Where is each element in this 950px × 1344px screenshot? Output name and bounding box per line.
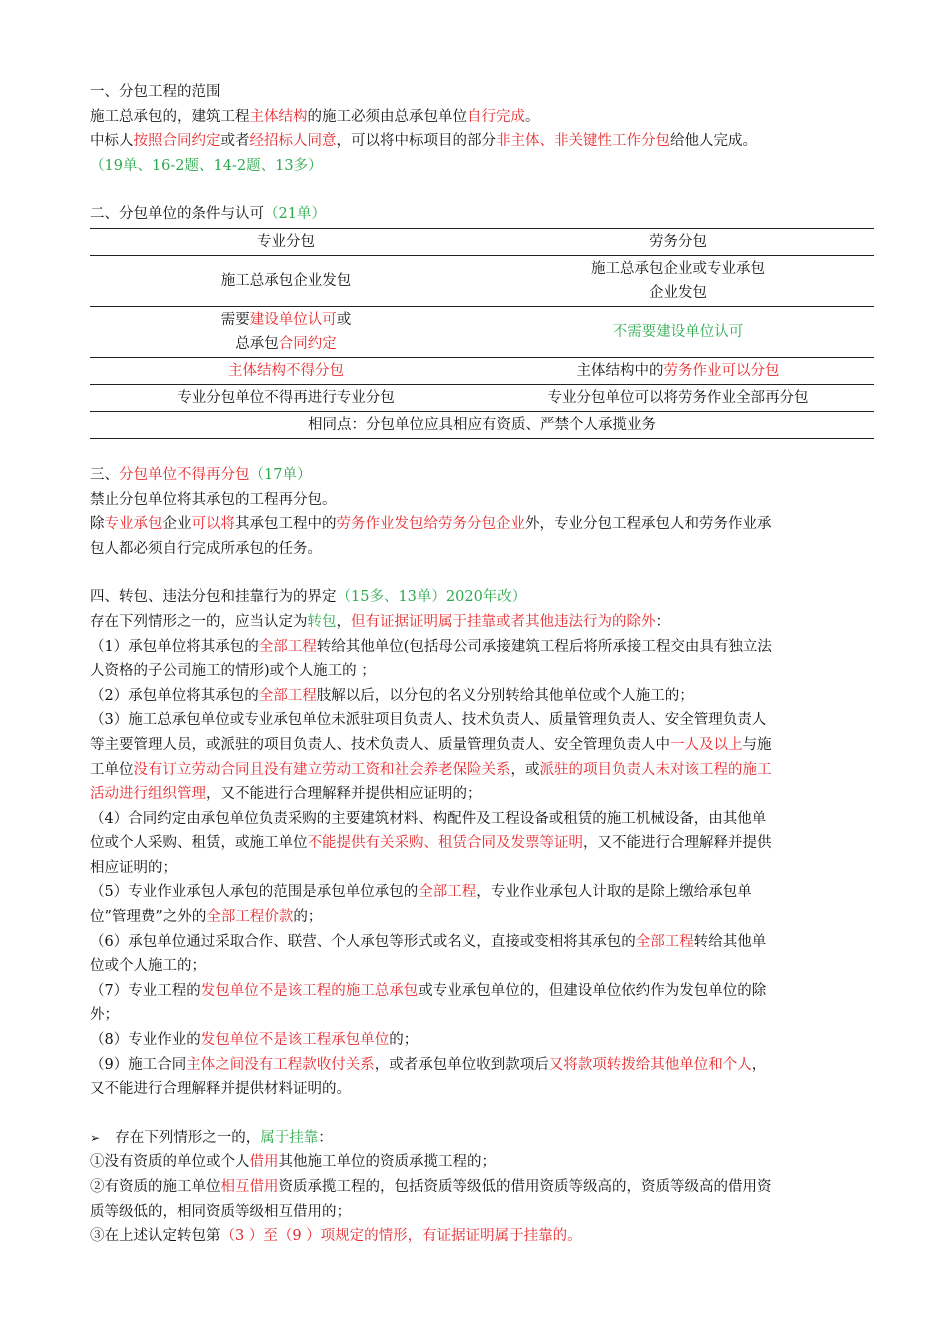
- section-1-line-2: 中标人按照合同约定或者经招标人同意，可以将中标项目的部分非主体、非关键性工作分包给他人完成。: [90, 133, 757, 150]
- arrow-bullet-icon: ➢: [90, 1130, 101, 1145]
- table-cell: 主体结构中的劳务作业可以分包: [482, 357, 874, 384]
- table-cell: 施工总承包企业或专业承包 企业发包: [482, 255, 874, 306]
- list-item: （1）承包单位将其承包的全部工程转给其他单位(包括母公司承接建筑工程后将所承接工程交由具有独立法: [90, 638, 772, 655]
- table-cell: 需要建设单位认可或 总承包合同约定: [90, 306, 482, 357]
- list-item: 质等级低的，相同资质等级相互借用的；: [90, 1203, 351, 1220]
- table-cell: 专业分包单位可以将劳务作业全部再分包: [482, 384, 874, 411]
- list-item: 工单位没有订立劳动合同且没有建立劳动工资和社会养老保险关系，或派驻的项目负责人未对该工程的施工: [90, 761, 772, 778]
- table-cell: 不需要建设单位认可: [482, 306, 874, 357]
- section-3-title: 三、分包单位不得再分包（17单）: [90, 466, 312, 483]
- table-row: [90, 357, 874, 384]
- table-header-labor: 劳务分包: [482, 228, 874, 255]
- section-3-line-2: 除专业承包企业可以将其承包工程中的劳务作业发包给劳务分包企业外，专业分包工程承包人和劳务作业承: [90, 516, 772, 533]
- section-4-title: 四、转包、违法分包和挂靠行为的界定（15多、13单）2020年改）: [90, 589, 527, 606]
- table-cell: 施工总承包企业发包: [90, 255, 482, 306]
- section-3-line-3: 包人都必须自行完成所承包的任务。: [90, 540, 322, 557]
- table-row: [90, 384, 874, 411]
- list-item: 位或个人施工的；: [90, 958, 206, 975]
- list-item: ②有资质的施工单位相互借用资质承揽工程的，包括资质等级低的借用资质等级高的，资质等级高的借用资: [90, 1179, 772, 1195]
- list-item: 位或个人采购、租赁，或施工单位不能提供有关采购、租赁合同及发票等证明，又不能进行合理解释并提供: [90, 835, 772, 852]
- subcontract-comparison-table: [90, 228, 874, 439]
- list-item: （4）合同约定由承包单位负责采购的主要建筑材料、构配件及工程设备或租赁的施工机械设备，由其他单: [90, 810, 767, 827]
- list-item: （3）施工总承包单位或专业承包单位未派驻项目负责人、技术负责人、质量管理负责人、安全管理负责人: [90, 712, 767, 729]
- section-1-line-1: 施工总承包的，建筑工程主体结构的施工必须由总承包单位自行完成。: [90, 108, 540, 125]
- table-row: [90, 255, 874, 306]
- list-item: （9）施工合同主体之间没有工程款收付关系，或者承包单位收到款项后又将款项转拨给其他单位和个人，: [90, 1056, 767, 1073]
- list-item: （7）专业工程的发包单位不是该工程的施工总承包或专业承包单位的，但建设单位依约作为发包单位的除: [90, 982, 767, 999]
- list-item: （6）承包单位通过采取合作、联营、个人承包等形式或名义，直接或变相将其承包的全部工程转给其他单: [90, 933, 767, 950]
- section-1-title: 一、分包工程的范围: [90, 84, 221, 100]
- table-row: [90, 228, 874, 255]
- table-cell-common: 相同点：分包单位应具相应有资质、严禁个人承揽业务: [90, 411, 874, 438]
- section-4-intro: 存在下列情形之一的，应当认定为转包，但有证据证明属于挂靠或者其他违法行为的除外：: [90, 613, 670, 630]
- list-item: ③在上述认定转包第（3 ）至（9 ）项规定的情形，有证据证明属于挂靠的。: [90, 1228, 582, 1245]
- document-page: [90, 80, 876, 1249]
- table-cell: 主体结构不得分包: [90, 357, 482, 384]
- section-2-title: 二、分包单位的条件与认可（21单）: [90, 206, 326, 223]
- list-item: 活动进行组织管理，又不能进行合理解释并提供相应证明的；: [90, 786, 482, 803]
- table-header-professional: 专业分包: [90, 228, 482, 255]
- section-1-exam-ref: （19单、16-2题、14-2题、13多）: [90, 157, 323, 174]
- table-cell: 专业分包单位不得再进行专业分包: [90, 384, 482, 411]
- table-row: [90, 306, 874, 357]
- list-item: ①没有资质的单位或个人借用其他施工单位的资质承揽工程的；: [90, 1154, 496, 1171]
- list-item: 人资格的子公司施工的情形)或个人施工的 ；: [90, 663, 376, 680]
- table-row: [90, 411, 874, 438]
- list-item: （8）专业作业的发包单位不是该工程承包单位的；: [90, 1032, 419, 1049]
- list-item: 相应证明的；: [90, 859, 177, 876]
- list-item: 位”管理费”之外的全部工程价款的；: [90, 909, 323, 926]
- list-item: 又不能进行合理解释并提供材料证明的。: [90, 1081, 351, 1098]
- list-item: 外；: [90, 1007, 119, 1024]
- list-item: 等主要管理人员，或派驻的项目负责人、技术负责人、质量管理负责人、安全管理负责人中一人及以上与施: [90, 736, 772, 753]
- list-item: （5）专业作业承包人承包的范围是承包单位承包的全部工程，专业作业承包人计取的是除上缴给承包单: [90, 884, 752, 901]
- section-5-title: ➢ 存在下列情形之一的，属于挂靠：: [90, 1126, 876, 1151]
- section-3-line-1: 禁止分包单位将其承包的工程再分包。: [90, 491, 337, 508]
- list-item: （2）承包单位将其承包的全部工程肢解以后，以分包的名义分别转给其他单位或个人施工的；: [90, 687, 694, 704]
